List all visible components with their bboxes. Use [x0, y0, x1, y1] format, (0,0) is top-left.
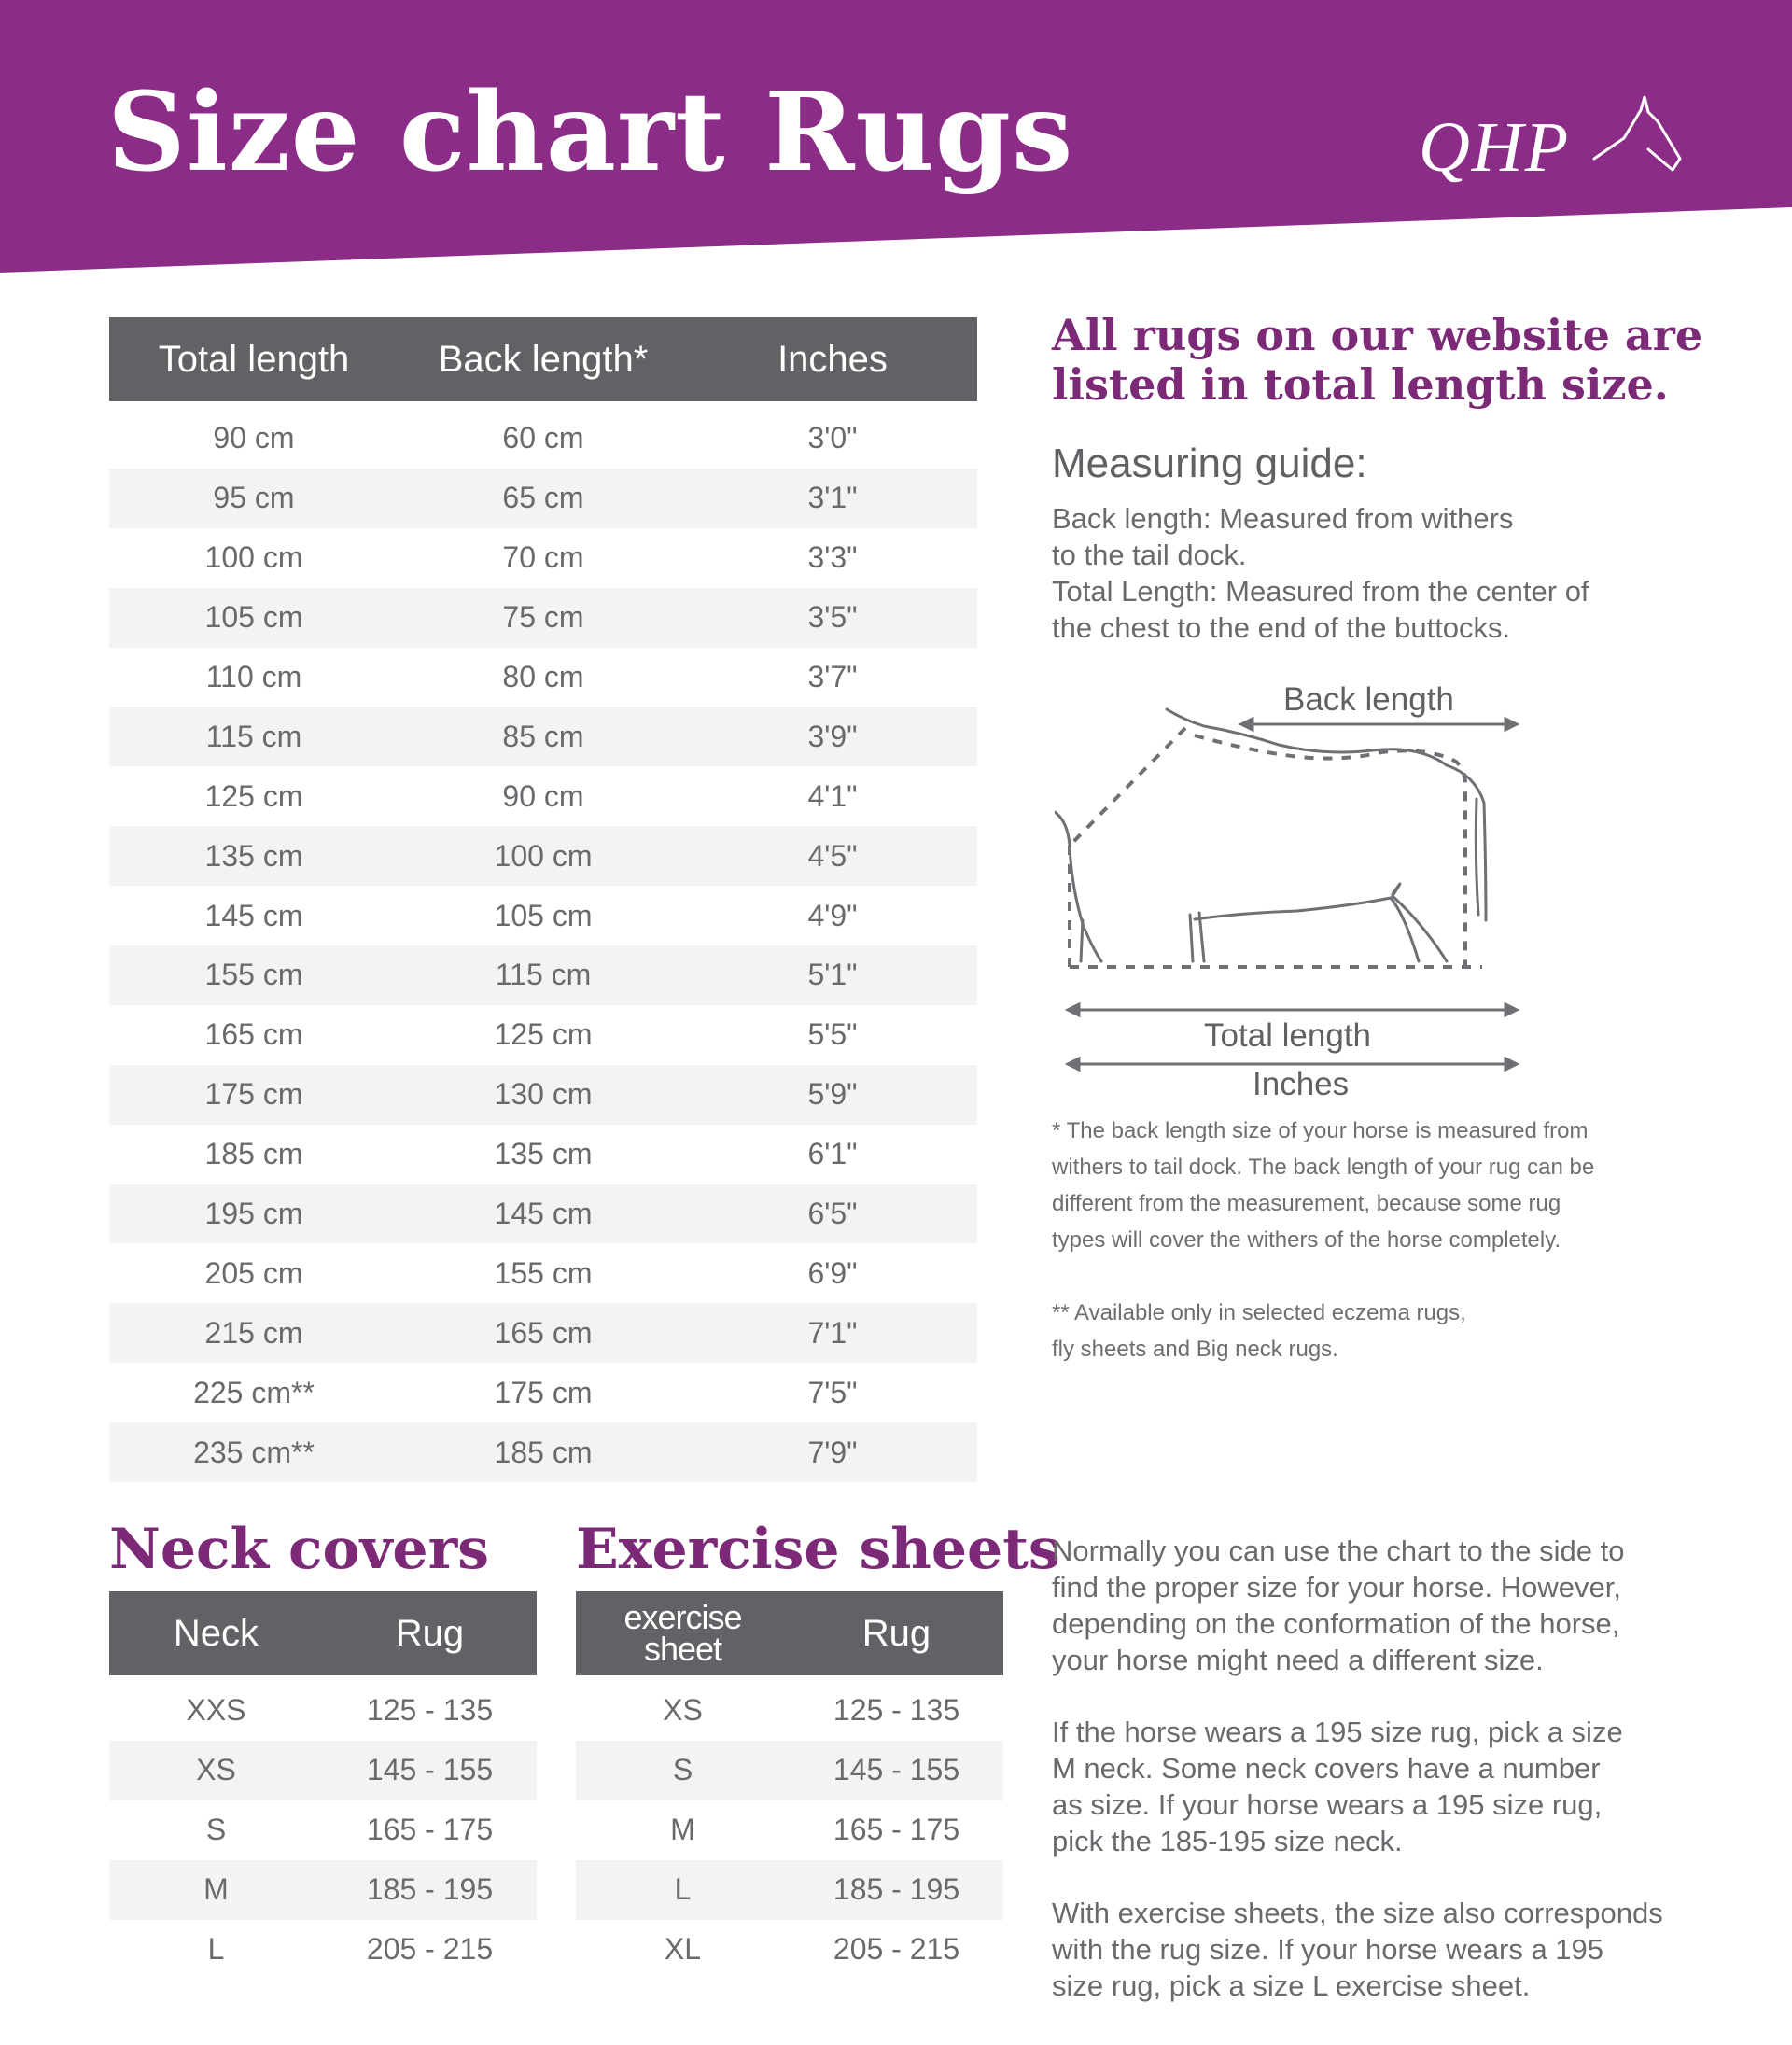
guide-line: the chest to the end of the buttocks.: [1052, 611, 1511, 644]
table-cell: 4'5": [807, 838, 858, 873]
table-row: [109, 1243, 977, 1303]
sizing-advice: [1052, 1533, 1743, 2004]
table-cell: 165 cm: [204, 1017, 303, 1052]
table-cell: 205 - 215: [833, 1932, 960, 1966]
table-row: [109, 409, 977, 469]
header-neck: Neck: [173, 1612, 259, 1654]
neck-covers-title: Neck covers: [109, 1517, 489, 1582]
header-inches: Inches: [777, 338, 888, 380]
table-row: [109, 1681, 537, 1741]
table-cell: XL: [664, 1932, 702, 1966]
table-cell: 3'7": [807, 660, 858, 693]
advice-line: If the horse wears a 195 size rug, pick a size: [1052, 1716, 1623, 1748]
footnote-line: ** Available only in selected eczema rugs,: [1052, 1300, 1466, 1325]
guide-line: to the tail dock.: [1052, 539, 1247, 571]
table-cell: 165 - 175: [833, 1813, 960, 1847]
table-cell: 125 - 135: [833, 1693, 960, 1728]
table-row: [109, 648, 977, 707]
table-cell: M: [670, 1813, 695, 1847]
table-row: [109, 588, 977, 648]
table-cell: 7'5": [807, 1375, 858, 1409]
table-cell: 3'3": [807, 540, 858, 575]
table-cell: 6'9": [807, 1255, 858, 1290]
table-row: [576, 1741, 1003, 1800]
table-cell: 3'5": [807, 600, 858, 635]
guide-line: Total Length: Measured from the center of: [1052, 575, 1589, 608]
table-cell: 3'0": [807, 421, 858, 455]
table-cell: 4'9": [807, 898, 858, 932]
table-cell: 185 cm: [494, 1435, 593, 1469]
table-cell: 165 - 175: [366, 1813, 494, 1847]
table-row: [109, 1741, 537, 1800]
header-back-length: Back length*: [438, 338, 649, 380]
advice-line: with the rug size. If your horse wears a 195: [1052, 1933, 1604, 1966]
page-title: Size chart Rugs: [107, 69, 1074, 196]
header-rug: Rug: [861, 1612, 931, 1654]
table-cell: 135 cm: [494, 1137, 593, 1171]
table-cell: 225 cm**: [193, 1375, 315, 1409]
table-cell: 85 cm: [502, 719, 584, 753]
table-row: [109, 1363, 977, 1422]
table-row: [109, 1303, 977, 1363]
table-cell: 95 cm: [213, 481, 295, 515]
availability-footnote: [1052, 1295, 1724, 1367]
table-cell: 3'1": [807, 481, 858, 515]
total-length-label: Total length: [1204, 1017, 1372, 1054]
table-cell: XS: [196, 1753, 236, 1787]
table-row: [109, 1860, 537, 1920]
table-row: [109, 945, 977, 1005]
table-cell: 5'9": [807, 1077, 858, 1112]
advice-line: as size. If your horse wears a 195 size rug,: [1052, 1788, 1603, 1821]
table-cell: 105 cm: [204, 600, 303, 635]
header-total-length: Total length: [158, 338, 350, 380]
table-cell: 90 cm: [502, 778, 584, 813]
table-cell: 205 cm: [204, 1255, 303, 1290]
table-cell: 7'1": [807, 1315, 858, 1350]
table-cell: 175 cm: [494, 1375, 593, 1409]
header-line: sheet: [643, 1630, 722, 1668]
logo-text: QHP: [1419, 108, 1571, 187]
table-cell: 185 - 195: [833, 1872, 960, 1907]
table-cell: S: [672, 1753, 693, 1787]
table-row: [576, 1800, 1003, 1860]
table-cell: 115 cm: [205, 719, 302, 753]
table-cell: 175 cm: [204, 1077, 303, 1112]
back-length-label: Back length: [1283, 681, 1454, 718]
footnote-line: withers to tail dock. The back length of your rug can be: [1052, 1155, 1595, 1180]
table-cell: 100 cm: [204, 540, 303, 575]
advice-line: Normally you can use the chart to the side to: [1052, 1534, 1625, 1567]
table-row: [109, 707, 977, 766]
table-cell: XS: [663, 1693, 703, 1728]
table-header: [109, 317, 977, 401]
measuring-guide-text: [1052, 500, 1705, 646]
header-banner: [0, 0, 1792, 280]
table-row: [109, 1065, 977, 1125]
table-cell: 100 cm: [494, 838, 593, 873]
table-cell: S: [205, 1813, 227, 1847]
table-row: [109, 469, 977, 528]
table-cell: 145 - 155: [366, 1753, 494, 1787]
table-cell: 6'1": [807, 1137, 858, 1171]
table-cell: 125 cm: [494, 1017, 593, 1052]
table-row: [109, 1125, 977, 1184]
table-row: [109, 886, 977, 945]
table-cell: 70 cm: [502, 540, 584, 575]
table-row: [109, 826, 977, 886]
table-cell: 5'5": [807, 1017, 858, 1052]
table-row: [109, 1184, 977, 1244]
horse-head-icon: [1587, 93, 1699, 187]
advice-line: With exercise sheets, the size also corresponds: [1052, 1897, 1663, 1929]
measuring-guide-title: Measuring guide:: [1052, 441, 1367, 486]
table-row: [576, 1920, 1003, 1980]
table-cell: 75 cm: [502, 600, 584, 635]
table-cell: 185 - 195: [366, 1872, 494, 1907]
table-cell: 185 cm: [204, 1137, 303, 1171]
table-body: [109, 409, 977, 1482]
table-body: [576, 1681, 1003, 1979]
inches-label: Inches: [1253, 1066, 1350, 1102]
advice-line: depending on the conformation of the horse,: [1052, 1607, 1620, 1640]
table-row: [109, 766, 977, 826]
table-cell: 215 cm: [204, 1315, 303, 1350]
exercise-sheets-table: [576, 1591, 1003, 1979]
table-cell: 155 cm: [494, 1255, 593, 1290]
table-cell: 145 cm: [204, 898, 303, 932]
horse-measurement-diagram: [1055, 681, 1540, 1120]
table-cell: 165 cm: [494, 1315, 593, 1350]
table-cell: 65 cm: [502, 481, 584, 515]
table-cell: 6'5": [807, 1197, 858, 1231]
table-cell: 145 - 155: [833, 1753, 960, 1787]
table-cell: XXS: [186, 1693, 246, 1728]
table-cell: 155 cm: [204, 958, 303, 992]
table-row: [109, 1800, 537, 1860]
table-cell: 4'1": [807, 778, 858, 813]
table-row: [109, 1422, 977, 1482]
advice-line: your horse might need a different size.: [1052, 1644, 1544, 1676]
table-cell: 90 cm: [213, 421, 295, 455]
footnote-line: types will cover the withers of the horse completely.: [1052, 1227, 1561, 1253]
table-cell: 145 cm: [494, 1197, 593, 1231]
table-cell: 205 - 215: [366, 1932, 494, 1966]
advice-line: pick the 185-195 size neck.: [1052, 1825, 1403, 1857]
table-cell: 115 cm: [495, 958, 592, 992]
table-cell: 235 cm**: [193, 1435, 315, 1469]
table-row: [576, 1681, 1003, 1741]
exercise-sheets-title: Exercise sheets: [576, 1517, 1060, 1582]
table-cell: M: [203, 1872, 229, 1907]
table-cell: 130 cm: [494, 1077, 593, 1112]
table-row: [109, 528, 977, 588]
table-cell: 60 cm: [502, 421, 584, 455]
table-row: [109, 1005, 977, 1065]
table-header: [576, 1591, 1003, 1675]
table-cell: 3'9": [807, 719, 858, 753]
table-row: [576, 1860, 1003, 1920]
footnote-line: * The back length size of your horse is measured from: [1052, 1118, 1589, 1143]
table-cell: L: [674, 1872, 692, 1907]
rug-size-table: [109, 317, 977, 1482]
table-cell: 105 cm: [494, 898, 593, 932]
table-row: [109, 1920, 537, 1980]
neck-covers-table: [109, 1591, 537, 1979]
back-length-footnote: [1052, 1113, 1724, 1258]
header-rug: Rug: [395, 1612, 465, 1654]
table-cell: 5'1": [807, 958, 858, 992]
advice-line: find the proper size for your horse. However,: [1052, 1571, 1621, 1604]
guide-line: Back length: Measured from withers: [1052, 502, 1514, 535]
table-body: [109, 1681, 537, 1979]
table-cell: 80 cm: [502, 660, 584, 693]
table-cell: 135 cm: [204, 838, 303, 873]
advice-line: size rug, pick a size L exercise sheet.: [1052, 1969, 1531, 2002]
footnote-line: different from the measurement, because some rug: [1052, 1191, 1561, 1216]
table-header: [109, 1591, 537, 1675]
table-cell: 195 cm: [204, 1197, 303, 1231]
table-cell: 125 cm: [204, 778, 303, 813]
table-cell: 125 - 135: [366, 1693, 494, 1728]
advice-line: M neck. Some neck covers have a number: [1052, 1752, 1601, 1785]
table-cell: 7'9": [807, 1435, 858, 1469]
footnote-line: fly sheets and Big neck rugs.: [1052, 1337, 1338, 1362]
header-exercise-sheet: [576, 1598, 790, 1668]
brand-logo: [1419, 93, 1699, 196]
table-cell: L: [207, 1932, 225, 1966]
table-cell: 110 cm: [205, 660, 302, 693]
header-line: exercise: [623, 1598, 742, 1636]
total-length-notice: All rugs on our website are listed in total length size.: [1052, 310, 1703, 410]
